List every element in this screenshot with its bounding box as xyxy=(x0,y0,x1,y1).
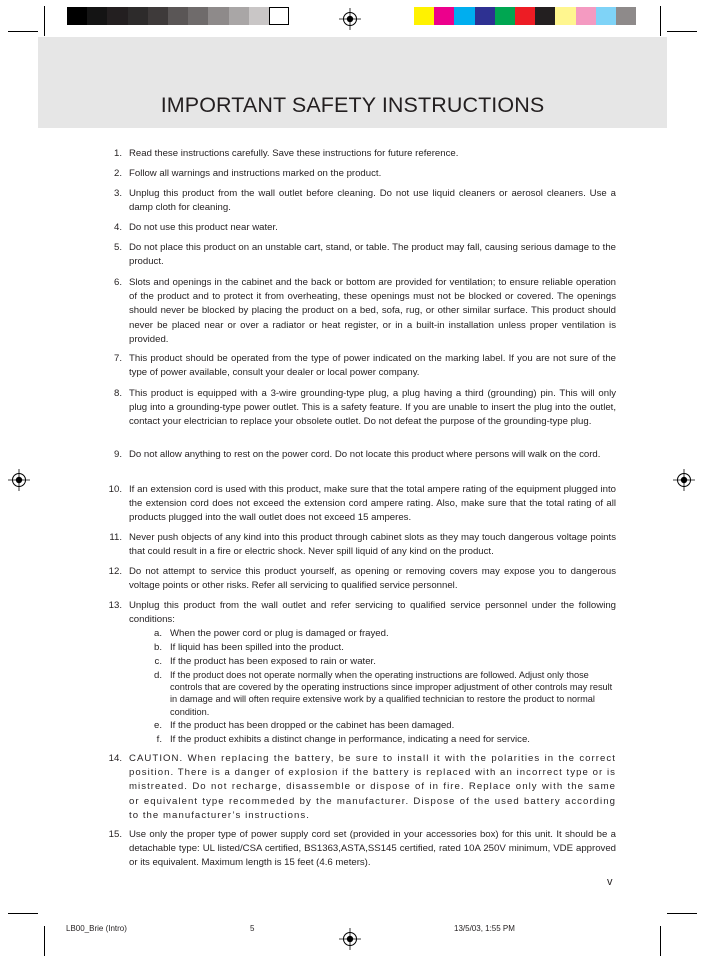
color-swatch xyxy=(67,7,87,25)
list-item-number: 13. xyxy=(108,600,122,611)
crop-mark xyxy=(667,913,697,914)
footer-timestamp: 13/5/03, 1:55 PM xyxy=(454,924,515,933)
color-swatch xyxy=(616,7,636,25)
sub-item-letter: b. xyxy=(153,642,162,653)
list-item-number: 15. xyxy=(108,829,122,840)
page-number: v xyxy=(607,876,613,888)
list-item-number: 5. xyxy=(113,242,122,253)
sub-item-letter: d. xyxy=(153,670,162,681)
color-swatch xyxy=(495,7,515,25)
list-item-number: 8. xyxy=(113,388,122,399)
list-item-number: 12. xyxy=(108,566,122,577)
crop-mark xyxy=(44,926,45,956)
list-item: Unplug this product from the wall outlet and refer servicing to qualified service personnel under the following conditions: xyxy=(129,600,616,626)
crop-mark xyxy=(667,31,697,32)
crop-mark xyxy=(8,913,38,914)
list-item-number: 3. xyxy=(113,188,122,199)
color-swatch xyxy=(414,7,434,25)
list-item: Follow all warnings and instructions marked on the product. xyxy=(129,168,382,179)
list-item-number: 9. xyxy=(113,449,122,460)
crop-mark xyxy=(660,926,661,956)
footer-file-name: LB00_Brie (Intro) xyxy=(66,924,127,933)
color-swatch xyxy=(208,7,228,25)
color-swatch xyxy=(148,7,168,25)
crop-mark xyxy=(44,6,45,36)
sub-item-letter: c. xyxy=(154,656,162,667)
color-swatch xyxy=(535,7,555,25)
color-swatch xyxy=(128,7,148,25)
sub-list-item: If liquid has been spilled into the product. xyxy=(170,642,344,653)
list-item: This product is equipped with a 3-wire grounding-type plug, a plug having a third (grounding) pin. This will only plug into a grounding-type power outlet. This is a safety feature. If you are unable to insert the plug into the outlet, contact your electrician to replace your obsolete outlet. Do not defeat the purpose of the grounding-type plug. xyxy=(129,388,616,428)
list-item: Do not allow anything to rest on the power cord. Do not locate this product where persons will walk on the cord. xyxy=(129,449,601,460)
color-swatch xyxy=(475,7,495,25)
color-swatch xyxy=(229,7,249,25)
color-swatch xyxy=(107,7,127,25)
list-item-number: 2. xyxy=(113,168,122,179)
color-swatch xyxy=(555,7,575,25)
color-swatch xyxy=(454,7,474,25)
list-item: Do not attempt to service this product yourself, as opening or removing covers may expose you to dangerous voltage points or other risks. Refer all servicing to qualified service personnel. xyxy=(129,566,616,592)
sub-item-letter: f. xyxy=(156,734,162,745)
list-item: This product should be operated from the type of power indicated on the marking label. If you are not sure of the type of power available, consult your dealer or local power company. xyxy=(129,353,616,379)
list-item: Do not use this product near water. xyxy=(129,222,278,233)
sub-list-item: If the product has been exposed to rain or water. xyxy=(170,656,376,667)
list-item: If an extension cord is used with this product, make sure that the total ampere rating of the equipment plugged into the extension cord does not exceed the extension cord ampere rating. Also, make sure that the total rating of all products plugged into the wall outlet does not exceed 15 amperes. xyxy=(129,484,616,524)
color-swatch xyxy=(269,7,289,25)
crop-mark xyxy=(8,31,38,32)
list-item: Never push objects of any kind into this product through cabinet slots as they may touch dangerous voltage points that could result in a fire or electric shock. Never spill liquid of any kind on the product. xyxy=(129,532,616,558)
list-item-number: 14. xyxy=(108,753,122,764)
color-swatch xyxy=(434,7,454,25)
color-swatch xyxy=(168,7,188,25)
crop-mark xyxy=(660,6,661,36)
list-item-number: 4. xyxy=(113,222,122,233)
color-swatch xyxy=(249,7,269,25)
sub-item-letter: e. xyxy=(153,720,162,731)
list-item: Use only the proper type of power supply cord set (provided in your accessories box) for this unit. It should be a detachable type: UL listed/CSA certified, BS1363,ASTA,SS145 certified, rated 10A 250V minimum, VDE approved or its equivalent. Maximum length is 15 feet (4.6 meters). xyxy=(129,829,616,869)
list-item: CAUTION. When replacing the battery, be sure to install it with the polarities in the correct position. There is a danger of explosion if the battery is replaced with an incorrect type or is mistreated. Do not recharge, disassemble or dispose of in fire. Replace only with the same or equivalent type recommeded by the manufacturer. Dispose of the used battery according to the manufacturer’s instructions. xyxy=(129,753,616,821)
registration-mark-icon xyxy=(339,8,361,30)
sub-list-item: If the product does not operate normally when the operating instructions are followed. Adjust only those controls that are covered by the operating instructions since improper adjustment of other controls may result in damage and will often require extensive work by a qualified technician to restore the product to normal condition. xyxy=(170,670,613,717)
sub-list-item: If the product has been dropped or the cabinet has been damaged. xyxy=(170,720,455,731)
color-swatch xyxy=(188,7,208,25)
list-item-number: 7. xyxy=(113,353,122,364)
list-item-number: 1. xyxy=(113,148,122,159)
sub-list-item: If the product exhibits a distinct change in performance, indicating a need for service. xyxy=(170,734,530,745)
footer-page-number: 5 xyxy=(250,924,255,933)
color-swatch xyxy=(576,7,596,25)
sub-item-letter: a. xyxy=(153,628,162,639)
page-title: IMPORTANT SAFETY INSTRUCTIONS xyxy=(160,93,545,117)
color-swatch xyxy=(87,7,107,25)
registration-mark-icon xyxy=(8,469,30,491)
list-item: Unplug this product from the wall outlet before cleaning. Do not use liquid cleaners or aerosol cleaners. Use a damp cloth for cleaning. xyxy=(129,188,616,214)
list-item: Read these instructions carefully. Save these instructions for future reference. xyxy=(129,148,459,159)
color-swatch xyxy=(515,7,535,25)
list-item: Do not place this product on an unstable cart, stand, or table. The product may fall, causing serious damage to the product. xyxy=(129,242,616,268)
list-item-number: 11. xyxy=(109,532,122,543)
list-item-number: 6. xyxy=(113,277,122,288)
list-item: Slots and openings in the cabinet and the back or bottom are provided for ventilation; to ensure reliable operation of the product and to protect it from overheating, these openings must not be blocked or covered. The openings should never be blocked by placing the product on a bed, sofa, rug, or other similar surface. This product should never be placed near or over a radiator or heat register, or in a built-in installation unless proper ventilation is provided. xyxy=(129,277,616,345)
list-item-number: 10. xyxy=(108,484,122,495)
registration-mark-icon xyxy=(673,469,695,491)
registration-mark-icon xyxy=(339,928,361,950)
sub-list-item: When the power cord or plug is damaged or frayed. xyxy=(170,628,389,639)
color-swatch xyxy=(596,7,616,25)
